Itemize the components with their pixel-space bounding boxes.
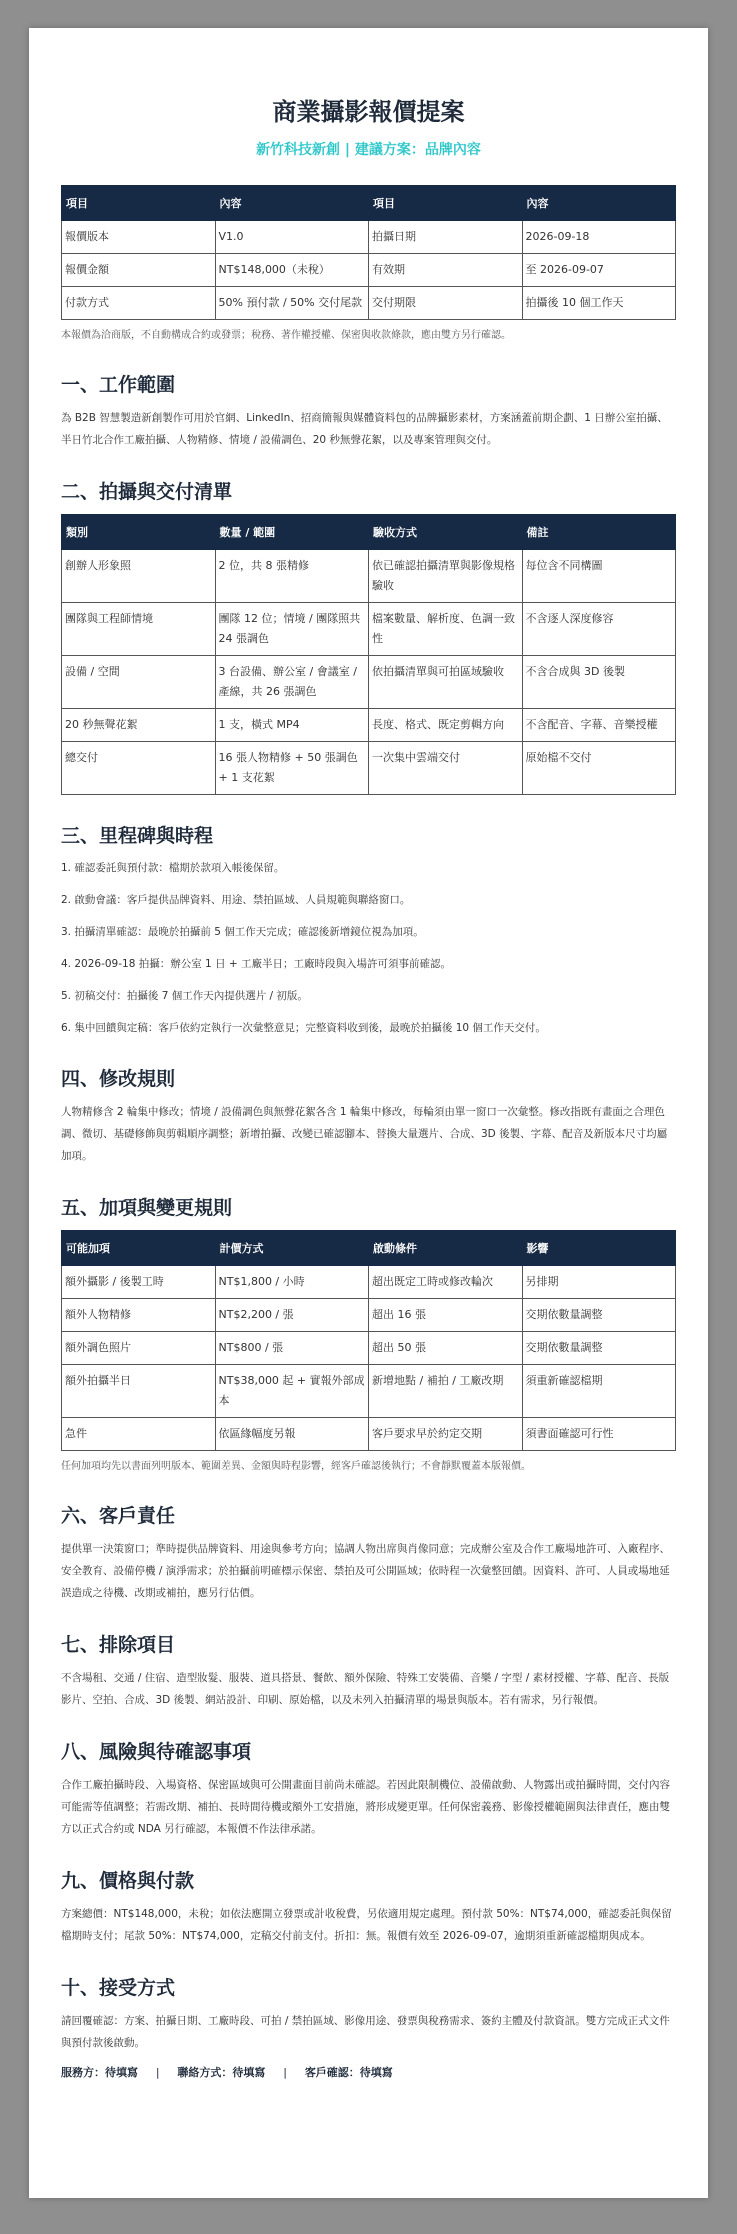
table-cell: NT$148,000（未稅） bbox=[215, 254, 369, 287]
table-cell: 至 2026-09-07 bbox=[522, 254, 676, 287]
list-item: 4. 2026-09-18 拍攝：辦公室 1 日 + 工廠半日；工廠時段與入場許可須事前確認。 bbox=[61, 958, 452, 970]
table-cell: 總交付 bbox=[62, 742, 216, 795]
section-text: 為 B2B 智慧製造新創製作可用於官網、LinkedIn、招商簡報與媒體資料包的品牌攝影素材，方案涵蓋前期企劃、1 日辦公室拍攝、半日竹北合作工廠拍攝、人物精修、情境 / 設備調色、20 秒無聲花絮，以及專案管理與交付。 bbox=[61, 412, 668, 446]
table-row bbox=[62, 1332, 676, 1365]
list-item: 1. 確認委託與預付款：檔期於款項入帳後保留。 bbox=[61, 862, 285, 874]
table-header-cell: 影響 bbox=[522, 1231, 676, 1266]
table-cell: NT$800 / 張 bbox=[215, 1332, 369, 1365]
table-cell: 新增地點 / 補拍 / 工廠改期 bbox=[369, 1365, 523, 1418]
summary-note: 本報價為洽商版，不自動構成合約或發票；稅務、著作權授權、保密與收款條款，應由雙方另行確認。 bbox=[61, 330, 511, 341]
separator: | bbox=[283, 2066, 287, 2079]
table-cell: 須重新確認檔期 bbox=[522, 1365, 676, 1418]
section-heading: 六、客戶責任 bbox=[61, 1505, 176, 1527]
table-header-cell: 啟動條件 bbox=[369, 1231, 523, 1266]
table-cell: NT$1,800 / 小時 bbox=[215, 1266, 369, 1299]
table-cell: 不含逐人深度修容 bbox=[522, 603, 676, 656]
page-title: 商業攝影報價提案 bbox=[272, 98, 465, 126]
table-header-cell: 內容 bbox=[522, 186, 676, 221]
table-cell: 不含配音、字幕、音樂授權 bbox=[522, 709, 676, 742]
table-row bbox=[62, 656, 676, 709]
document-page bbox=[29, 28, 708, 2198]
sign-provider: 服務方：待填寫 bbox=[61, 2066, 138, 2079]
section-heading: 五、加項與變更規則 bbox=[61, 1197, 233, 1219]
table-cell: 付款方式 bbox=[62, 287, 216, 320]
separator: | bbox=[155, 2066, 160, 2079]
sign-contact: 聯絡方式：待填寫 bbox=[177, 2066, 266, 2079]
table-header-cell: 驗收方式 bbox=[369, 515, 523, 550]
table-row bbox=[62, 254, 676, 287]
table-header-cell: 項目 bbox=[62, 186, 216, 221]
table-cell: 每位含不同構圖 bbox=[522, 550, 676, 603]
deliverables-table bbox=[61, 514, 676, 795]
table-cell: 客戶要求早於約定交期 bbox=[369, 1418, 523, 1451]
table-cell: 額外人物精修 bbox=[62, 1299, 216, 1332]
table-cell: 拍攝後 10 個工作天 bbox=[522, 287, 676, 320]
table-row bbox=[62, 287, 676, 320]
section-text: 方案總價：NT$148,000，未稅；如依法應開立發票或計收稅費，另依適用規定處理。預付款 50%：NT$74,000，確認委託與保留檔期時支付；尾款 50%：NT$74,000，定稿交付前支付。折扣：無。報價有效至 2026-09-07，逾期須重新確認檔期與成本。 bbox=[61, 1908, 672, 1942]
table-cell: 一次集中雲端交付 bbox=[369, 742, 523, 795]
section-heading: 九、價格與付款 bbox=[61, 1870, 195, 1892]
table-cell: 依拍攝清單與可拍區域驗收 bbox=[369, 656, 523, 709]
sign-client: 客戶確認：待填寫 bbox=[304, 2066, 393, 2079]
table-header-cell: 可能加項 bbox=[62, 1231, 216, 1266]
section-heading: 十、接受方式 bbox=[61, 1977, 176, 1999]
section-text: 不含場租、交通 / 住宿、造型妝髮、服裝、道具搭景、餐飲、額外保險、特殊工安裝備、音樂 / 字型 / 素材授權、字幕、配音、長版影片、空拍、合成、3D 後製、網站設計、印刷、原始檔，以及未列入拍攝清單的場景與版本。若有需求，另行報價。 bbox=[61, 1672, 670, 1706]
table-cell: 有效期 bbox=[369, 254, 523, 287]
table-cell: 交期依數量調整 bbox=[522, 1332, 676, 1365]
table-header-cell: 內容 bbox=[215, 186, 369, 221]
table-cell: 另排期 bbox=[522, 1266, 676, 1299]
table-cell: 1 支，橫式 MP4 bbox=[215, 709, 369, 742]
table-header-cell: 類別 bbox=[62, 515, 216, 550]
table-cell: 檔案數量、解析度、色調一致性 bbox=[369, 603, 523, 656]
table-cell: 原始檔不交付 bbox=[522, 742, 676, 795]
list-item: 5. 初稿交付：拍攝後 7 個工作天內提供選片 / 初版。 bbox=[61, 990, 308, 1002]
table-row bbox=[62, 221, 676, 254]
table-header-cell: 項目 bbox=[369, 186, 523, 221]
addons-table bbox=[61, 1230, 676, 1451]
table-cell: 3 台設備、辦公室 / 會議室 / 產線，共 26 張調色 bbox=[215, 656, 369, 709]
table-cell: 急件 bbox=[62, 1418, 216, 1451]
table-cell: 2026-09-18 bbox=[522, 221, 676, 254]
table-cell: 交付期限 bbox=[369, 287, 523, 320]
table-row bbox=[62, 742, 676, 795]
table-cell: 交期依數量調整 bbox=[522, 1299, 676, 1332]
table-cell: 超出既定工時或修改輪次 bbox=[369, 1266, 523, 1299]
table-row bbox=[62, 709, 676, 742]
table-cell: 依區緣幅度另報 bbox=[215, 1418, 369, 1451]
section-heading: 四、修改規則 bbox=[61, 1068, 176, 1090]
table-cell: 創辦人形象照 bbox=[62, 550, 216, 603]
table-cell: NT$2,200 / 張 bbox=[215, 1299, 369, 1332]
section-text: 提供單一決策窗口；準時提供品牌資料、用途與參考方向；協調人物出席與肖像同意；完成辦公室及合作工廠場地許可、入廠程序、安全教育、設備停機 / 演淨需求；於拍攝前明確標示保密、禁拍及可公開區域；依時程一次彙整回饋。因資料、許可、人員或場地延誤造成之待機、改期或補拍，應另行估價。 bbox=[61, 1543, 670, 1599]
table-cell: 16 張人物精修 + 50 張調色 + 1 支花絮 bbox=[215, 742, 369, 795]
table-header-row bbox=[62, 1231, 676, 1266]
table-cell: 長度、格式、既定剪輯方向 bbox=[369, 709, 523, 742]
table-cell: 團隊與工程師情境 bbox=[62, 603, 216, 656]
table-header-cell: 備註 bbox=[522, 515, 676, 550]
table-header-cell: 數量 / 範圍 bbox=[215, 515, 369, 550]
signature-line bbox=[61, 2064, 676, 2080]
table-cell: 2 位，共 8 張精修 bbox=[215, 550, 369, 603]
table-header-row bbox=[62, 186, 676, 221]
table-row bbox=[62, 1299, 676, 1332]
table-cell: 額外攝影 / 後製工時 bbox=[62, 1266, 216, 1299]
table-cell: 須書面確認可行性 bbox=[522, 1418, 676, 1451]
list-item: 6. 集中回饋與定稿：客戶依約定執行一次彙整意見；完整資料收到後，最晚於拍攝後 10 個工作天交付。 bbox=[61, 1022, 546, 1034]
table-cell: 額外拍攝半日 bbox=[62, 1365, 216, 1418]
table-cell: 設備 / 空間 bbox=[62, 656, 216, 709]
table-row bbox=[62, 603, 676, 656]
table-header-row bbox=[62, 515, 676, 550]
section-text: 合作工廠拍攝時段、入場資格、保密區域與可公開畫面目前尚未確認。若因此限制機位、設備啟動、人物露出或拍攝時間，交付內容可能需等值調整；若需改期、補拍、長時間待機或額外工安措施，將形成變更單。任何保密義務、影像授權範圍與法律責任，應由雙方以正式合約或 NDA 另行確認，本報價不作法律承諾。 bbox=[61, 1779, 670, 1835]
section-heading: 七、排除項目 bbox=[61, 1634, 176, 1656]
section-text: 請回覆確認：方案、拍攝日期、工廠時段、可拍 / 禁拍區域、影像用途、發票與稅務需求、簽約主體及付款資訊。雙方完成正式文件與預付款後啟動。 bbox=[61, 2015, 670, 2049]
addons-note: 任何加項均先以書面列明版本、範圍差異、金額與時程影響，經客戶確認後執行；不會靜默覆蓋本版報價。 bbox=[61, 1461, 531, 1472]
section-heading: 三、里程碑與時程 bbox=[61, 825, 214, 847]
table-cell: 依已確認拍攝清單與影像規格驗收 bbox=[369, 550, 523, 603]
table-row bbox=[62, 550, 676, 603]
section-heading: 二、拍攝與交付清單 bbox=[61, 481, 233, 503]
table-cell: 團隊 12 位；情境 / 團隊照共 24 張調色 bbox=[215, 603, 369, 656]
table-header-cell: 計價方式 bbox=[215, 1231, 369, 1266]
table-cell: NT$38,000 起 + 實報外部成本 bbox=[215, 1365, 369, 1418]
table-cell: 拍攝日期 bbox=[369, 221, 523, 254]
section-heading: 一、工作範圍 bbox=[61, 374, 176, 396]
table-cell: 報價版本 bbox=[62, 221, 216, 254]
table-cell: 超出 50 張 bbox=[369, 1332, 523, 1365]
table-row bbox=[62, 1418, 676, 1451]
table-cell: 超出 16 張 bbox=[369, 1299, 523, 1332]
summary-table bbox=[61, 185, 676, 320]
table-cell: V1.0 bbox=[215, 221, 369, 254]
table-cell: 20 秒無聲花絮 bbox=[62, 709, 216, 742]
section-heading: 八、風險與待確認事項 bbox=[61, 1741, 252, 1763]
section-text: 人物精修含 2 輪集中修改；情境 / 設備調色與無聲花絮各含 1 輪集中修改，每輪須由單一窗口一次彙整。修改指既有畫面之合理色調、微切、基礎修飾與剪輯順序調整；新增拍攝、改變已確認腳本、替換大量選片、合成、3D 後製、字幕、配音及新版本尺寸均屬加項。 bbox=[61, 1106, 668, 1162]
list-item: 3. 拍攝清單確認：最晚於拍攝前 5 個工作天完成；確認後新增鏡位視為加項。 bbox=[61, 926, 424, 938]
table-row bbox=[62, 1266, 676, 1299]
page-subtitle: 新竹科技新創 | 建議方案：品牌內容 bbox=[256, 142, 481, 158]
milestone-list bbox=[61, 858, 676, 1038]
table-cell: 不含合成與 3D 後製 bbox=[522, 656, 676, 709]
table-cell: 額外調色照片 bbox=[62, 1332, 216, 1365]
list-item: 2. 啟動會議：客戶提供品牌資料、用途、禁拍區域、人員規範與聯絡窗口。 bbox=[61, 894, 411, 906]
table-cell: 50% 預付款 / 50% 交付尾款 bbox=[215, 287, 369, 320]
table-cell: 報價金額 bbox=[62, 254, 216, 287]
table-row bbox=[62, 1365, 676, 1418]
